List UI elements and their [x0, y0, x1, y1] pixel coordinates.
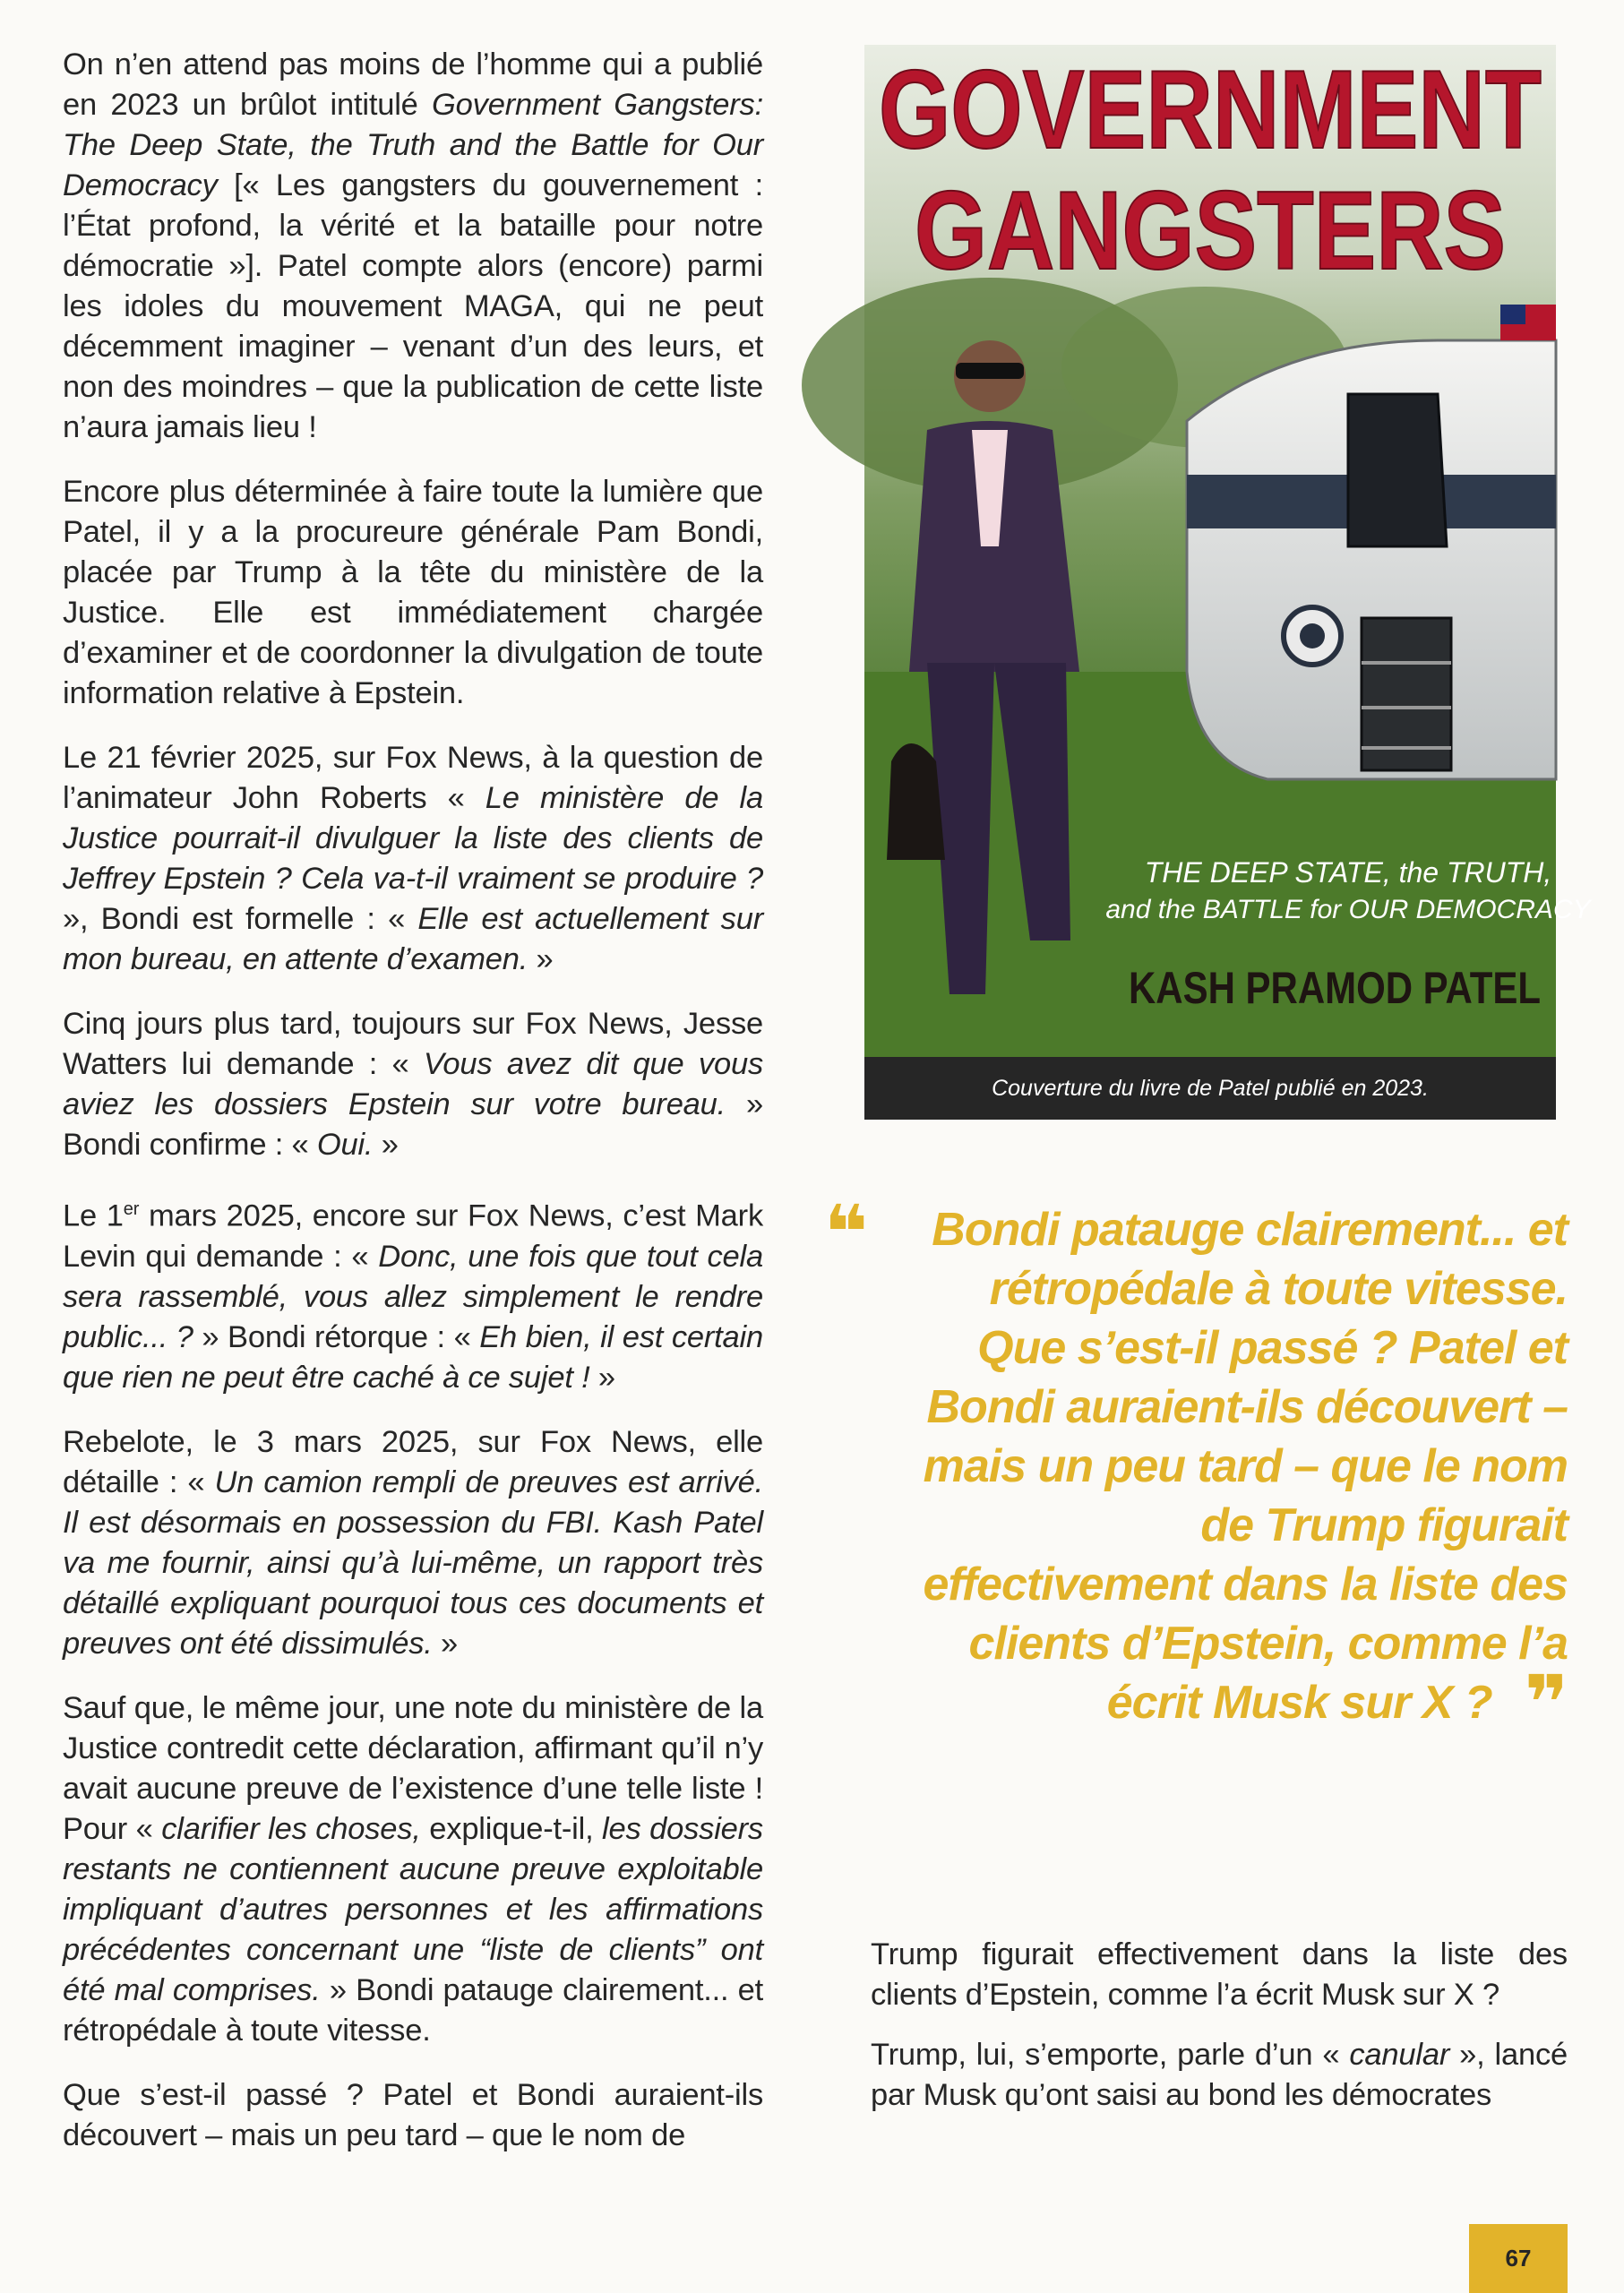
paragraph-text: »: [432, 1626, 459, 1661]
paragraph-6: [63, 1422, 763, 1664]
paragraph-8: Que s’est-il passé ? Patel et Bondi auraient-ils découvert – mais un peu tard – que le nom de: [63, 2077, 763, 2152]
image-caption: Couverture du livre de Patel publié en 2023.: [864, 1057, 1556, 1120]
quotation: Un camion rempli de preuves est arrivé. Il est désormais en possession du FBI. Kash Patel va me fournir, ainsi qu’à lui-même, un rapport très détaillé expliquant pourquoi tous ces documents et preuves ont été dissimulés.: [63, 1464, 763, 1661]
open-quote-icon: ❝: [824, 1190, 868, 1275]
quotation: les dossiers restants ne contiennent aucune preuve exploitable impliquant d’autres personnes et les affirmations précédentes concernant une “liste de clients” ont été mal comprises.: [63, 1811, 763, 2007]
paragraph-5: [63, 1189, 763, 1398]
article-right-column: [871, 1935, 1568, 2135]
paragraph-text: »: [528, 942, 554, 976]
paragraph-9: Trump figurait effectivement dans la liste des clients d’Epstein, comme l’a écrit Musk sur X ?: [871, 1937, 1568, 2012]
pull-quote: [824, 1190, 1568, 1745]
paragraph-10: [871, 2035, 1568, 2116]
paragraph-text: », Bondi est formelle : «: [63, 902, 418, 936]
paragraph-text: mars 2025, encore sur Fox News, c’est Mark Levin qui demande : «: [63, 1198, 763, 1274]
quotation: Oui.: [316, 1128, 374, 1162]
helicopter-door: [1348, 394, 1447, 546]
paragraph-text: explique-t-il,: [420, 1811, 603, 1846]
paragraph-text: » Bondi patauge clairement... et rétropédale à toute vitesse.: [63, 1972, 763, 2048]
paragraph-4: [63, 1004, 763, 1165]
book-title: Government Gangsters: The Deep State, the Truth and the Battle for Our Democracy: [63, 88, 763, 202]
cover-subtitle-line-1: THE DEEP STATE, the TRUTH,: [1144, 856, 1552, 889]
quotation: canular: [1349, 2038, 1450, 2072]
quotation: Le ministère de la Justice pourrait-il divulguer la liste des clients de Jeffrey Epstein ? Cela va-t-il vraiment se produire ?: [63, 781, 763, 896]
paragraph-text: » Bondi confirme : «: [63, 1087, 764, 1162]
paragraph-text: Sauf que, le même jour, une note du ministère de la Justice contredit cette déclaration, affirmant qu’il n’y avait aucune preuve de l’existence d’une telle liste ! Pour «: [63, 1690, 763, 1846]
cover-title-line-2: GANGSTERS: [915, 169, 1506, 293]
quotation: Vous avez dit que vous aviez les dossiers Epstein sur votre bureau.: [63, 1047, 763, 1121]
paragraph-3: [63, 738, 763, 980]
presidential-seal: [1300, 623, 1325, 648]
quotation: Eh bien, il est certain que rien ne peut être caché à ce sujet !: [63, 1319, 763, 1395]
quotation: Donc, une fois que tout cela sera rassemblé, vous allez simplement le rendre public... ?: [63, 1239, 763, 1354]
paragraph-text: Rebelote, le 3 mars 2025, sur Fox News, elle détaille : «: [63, 1424, 763, 1499]
book-cover-image: [864, 45, 1591, 1120]
paragraph-text: » Bondi rétorque : «: [193, 1319, 480, 1354]
pull-quote-body: Bondi patauge clairement... et rétropédale à toute vitesse. Que s’est-il passé ? Patel et Bondi auraient-ils découvert – mais un peu tard – que le nom de Trump figurait effectivement dans la liste des clients d’Epstein, comme l’a écrit Musk sur X ?: [923, 1204, 1568, 1729]
paragraph-text: Trump, lui, s’emporte, parle d’un «: [871, 2038, 1350, 2072]
pull-quote-text: [824, 1200, 1568, 1745]
paragraph-2: Encore plus déterminée à faire toute la lumière que Patel, il y a la procureure générale Pam Bondi, placée par Trump à la tête du ministère de la Justice. Elle est immédiatement chargée d’examiner et de coordonner la divulgation de toute information relative à Epstein.: [63, 475, 763, 710]
paragraph-text: »: [589, 1360, 615, 1395]
article-left-column: [63, 45, 763, 2180]
cover-subtitle-line-2: and the BATTLE for OUR DEMOCRACY: [1105, 895, 1591, 924]
cover-author: KASH PRAMOD PATEL: [1129, 963, 1541, 1013]
book-cover-art: [864, 45, 1591, 1057]
flag-canton: [1500, 305, 1525, 324]
paragraph-text: [« Les gangsters du gouvernement : l’État profond, la vérité et la bataille pour notre démocratie »]. Patel compte alors (encore) parmi les idoles du mouvement MAGA, qui ne peut décemment imaginer – venant d’un des leurs, et non des moindres – que la publication de cette liste n’aura jamais lieu !: [63, 168, 763, 444]
paragraph-1: [63, 45, 763, 448]
paragraph-text: »: [373, 1128, 399, 1162]
close-quote-icon: ❞: [1524, 1661, 1568, 1745]
paragraph-text: On n’en attend pas moins de l’homme qui a publié en 2023 un brûlot intitulé: [63, 47, 763, 122]
paragraph-text: Cinq jours plus tard, toujours sur Fox News, Jesse Watters lui demande : «: [63, 1007, 763, 1081]
paragraph-7: [63, 1688, 763, 2051]
page-number: 67: [1469, 2224, 1568, 2293]
ordinal-suffix: er: [123, 1199, 140, 1219]
paragraph-text: Le 21 février 2025, sur Fox News, à la question de l’animateur John Roberts «: [63, 741, 763, 815]
quotation: clarifier les choses,: [161, 1811, 421, 1846]
paragraph-text: Le 1: [63, 1198, 124, 1233]
paragraph-text: », lancé par Musk qu’ont saisi au bond les démocrates: [871, 2038, 1568, 2112]
quotation: Elle est actuellement sur mon bureau, en attente d’examen.: [63, 902, 763, 976]
cover-title-line-1: GOVERNMENT: [879, 48, 1542, 172]
sunglasses: [956, 363, 1024, 379]
